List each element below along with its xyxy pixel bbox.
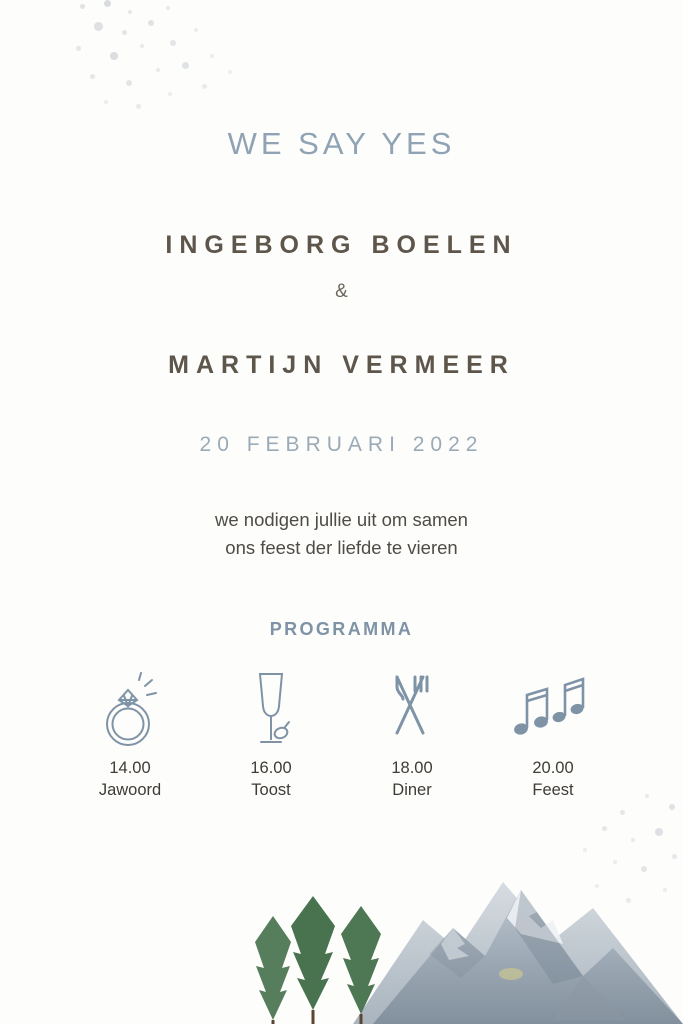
program-time: 20.00 <box>532 759 574 777</box>
program-label: Diner <box>392 781 432 799</box>
programma-heading: PROGRAMMA <box>269 619 414 639</box>
mountain-and-pine-trees-illustration <box>253 824 683 1024</box>
confetti-dots-top-left <box>70 0 250 120</box>
program-list <box>60 665 623 800</box>
groom-name: MARTIJN VERMEER <box>168 351 515 379</box>
program-time: 18.00 <box>391 759 433 777</box>
program-item <box>342 665 482 800</box>
cutlery-icon <box>342 665 482 757</box>
music-notes-icon <box>483 665 623 757</box>
wedding-date: 20 FEBRUARI 2022 <box>199 433 484 456</box>
program-label: Feest <box>532 781 574 799</box>
ampersand: & <box>335 281 348 302</box>
program-item <box>483 665 623 800</box>
program-label: Jawoord <box>98 781 162 799</box>
invitation-text-line-1: we nodigen jullie uit om samen <box>215 509 468 530</box>
program-time: 14.00 <box>109 759 151 777</box>
champagne-glass-icon <box>201 665 341 757</box>
program-item <box>201 665 341 800</box>
program-time: 16.00 <box>250 759 292 777</box>
invitation-text <box>0 506 683 562</box>
bride-name: INGEBORG BOELEN <box>165 231 518 259</box>
program-item <box>60 665 200 800</box>
page-title: WE SAY YES <box>227 126 456 161</box>
wedding-ring-icon <box>60 665 200 757</box>
invitation-text-line-2: ons feest der liefde te vieren <box>225 537 458 558</box>
program-label: Toost <box>251 781 291 799</box>
